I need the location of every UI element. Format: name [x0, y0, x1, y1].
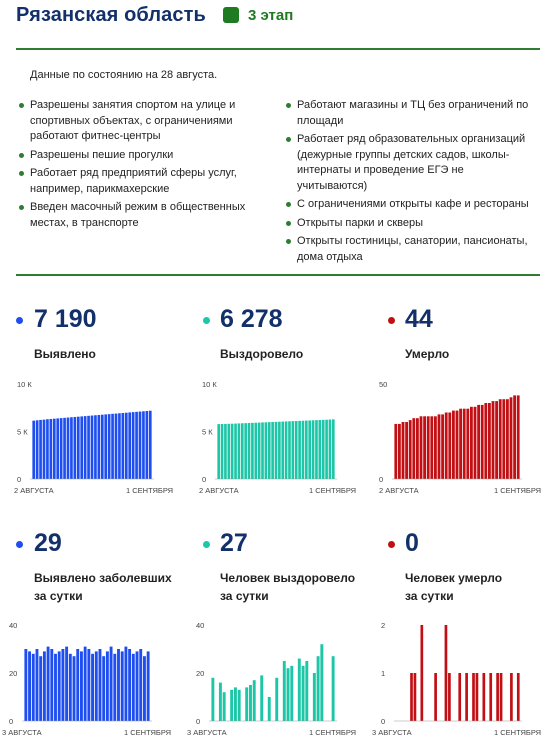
chart-bar — [139, 412, 142, 479]
chart-bar — [219, 683, 222, 721]
chart-bar — [275, 678, 278, 721]
chart-bar — [149, 411, 152, 479]
cases-daily-label-line1: Выявлено заболевших — [34, 571, 172, 585]
chart-bar — [317, 656, 320, 721]
chart-bar — [248, 423, 251, 479]
restrictions-left-list — [18, 98, 258, 234]
deaths-daily-label — [405, 569, 502, 605]
region-title: Рязанская область — [16, 3, 206, 26]
recovered-total-value: 6 278 — [220, 305, 283, 333]
chart-bar — [465, 673, 468, 721]
cases-daily-chart — [0, 615, 185, 739]
y-tick-label: 0 — [202, 475, 207, 484]
chart-bar — [510, 673, 513, 721]
chart-bar — [58, 651, 61, 721]
chart-bar — [298, 421, 301, 479]
chart-bar — [249, 685, 252, 721]
chart-bar — [258, 423, 261, 479]
chart-bar — [275, 422, 278, 479]
chart-bar — [36, 420, 39, 479]
chart-bar — [298, 659, 301, 721]
chart-bar — [445, 413, 448, 480]
recovered-daily-value: 27 — [220, 529, 248, 557]
chart-bar — [28, 651, 31, 721]
chart-bar — [56, 418, 59, 479]
chart-bar — [463, 409, 466, 479]
x-start-label: 2 АВГУСТА — [379, 486, 419, 495]
x-start-label: 2 АВГУСТА — [199, 486, 239, 495]
chart-bar — [63, 418, 66, 479]
chart-bar — [234, 424, 237, 479]
chart-bar — [69, 654, 72, 721]
chart-bar — [448, 673, 451, 721]
recovered-dot-icon — [203, 317, 210, 324]
chart-bar — [500, 673, 503, 721]
chart-bar — [36, 649, 39, 721]
chart-bar — [245, 687, 248, 721]
chart-bar — [332, 419, 335, 479]
x-start-label: 3 АВГУСТА — [2, 728, 42, 737]
chart-bar — [128, 412, 131, 479]
y-tick-label: 0 — [379, 475, 384, 484]
region-header — [16, 0, 293, 30]
chart-bar — [95, 651, 98, 721]
chart-bar — [76, 649, 79, 721]
chart-bar — [43, 651, 46, 721]
deaths-total-chart — [370, 375, 555, 500]
x-start-label: 2 АВГУСТА — [14, 486, 54, 495]
chart-bar — [32, 654, 35, 721]
chart-bar — [495, 401, 498, 479]
divider-middle — [16, 274, 540, 276]
chart-bar — [484, 403, 487, 479]
chart-bar — [110, 647, 113, 721]
chart-bar — [227, 424, 230, 479]
chart-bar — [54, 654, 57, 721]
chart-bar — [434, 673, 437, 721]
chart-bar — [268, 697, 271, 721]
chart-bar — [61, 649, 64, 721]
chart-bar — [238, 423, 241, 479]
cases-daily-label — [34, 569, 172, 605]
chart-bar — [128, 649, 131, 721]
chart-bar — [420, 416, 423, 479]
chart-bar — [476, 673, 479, 721]
chart-bar — [87, 416, 90, 479]
chart-bar — [24, 649, 27, 721]
chart-bar — [459, 409, 462, 479]
x-end-label: 1 СЕНТЯБРЯ — [494, 486, 542, 495]
y-tick-label: 2 — [381, 621, 386, 630]
chart-bar — [99, 649, 102, 721]
chart-bar — [445, 625, 448, 721]
y-tick-label: 1 — [381, 669, 386, 678]
chart-bar — [118, 413, 121, 479]
chart-bar — [402, 422, 405, 479]
chart-bar — [466, 409, 469, 479]
chart-bar — [410, 673, 413, 721]
x-end-label: 1 СЕНТЯБРЯ — [124, 728, 172, 737]
chart-bar — [452, 411, 455, 479]
chart-bar — [251, 423, 254, 479]
chart-bar — [288, 421, 291, 479]
stage-label: 3 этап — [247, 6, 294, 24]
chart-bar — [496, 673, 499, 721]
chart-bar — [50, 419, 53, 479]
cases-total-chart — [0, 375, 185, 500]
list-item: Разрешены пешие прогулки — [18, 148, 258, 164]
chart-bar — [414, 673, 417, 721]
chart-bar — [113, 654, 116, 721]
chart-bar — [46, 419, 49, 479]
list-item: Разрешены занятия спортом на улице и спортивных объектах, с ограничениями работают фитнес-центры — [18, 98, 258, 145]
chart-bar — [94, 415, 97, 479]
cases-daily-dot-icon — [16, 541, 23, 548]
cases-dot-icon — [16, 317, 23, 324]
chart-bar — [231, 424, 234, 479]
chart-bar — [470, 407, 473, 479]
chart-bar — [430, 416, 433, 479]
chart-bar — [332, 656, 335, 721]
chart-bar — [398, 424, 401, 479]
chart-bar — [481, 405, 484, 479]
chart-bar — [517, 673, 520, 721]
chart-bar — [302, 421, 305, 479]
chart-bar — [73, 656, 76, 721]
divider-top — [16, 48, 540, 50]
recovered-total-label: Выздоровело — [220, 347, 304, 361]
chart-bar — [489, 673, 492, 721]
chart-bar — [405, 422, 408, 479]
x-end-label: 1 СЕНТЯБРЯ — [494, 728, 542, 737]
chart-bar — [302, 666, 305, 721]
y-tick-label: 40 — [9, 621, 18, 630]
chart-bar — [325, 420, 328, 479]
chart-bar — [135, 412, 138, 479]
chart-bar — [50, 649, 53, 721]
recovered-daily-dot-icon — [203, 541, 210, 548]
chart-bar — [106, 651, 109, 721]
chart-bar — [98, 415, 101, 479]
chart-bar — [230, 690, 233, 721]
cases-total-value: 7 190 — [34, 305, 97, 333]
x-start-label: 3 АВГУСТА — [187, 728, 227, 737]
chart-bar — [499, 399, 502, 479]
chart-bar — [261, 422, 264, 479]
list-item: Открыты парки и скверы — [285, 216, 535, 232]
chart-bar — [101, 415, 104, 479]
x-end-label: 1 СЕНТЯБРЯ — [309, 728, 357, 737]
recovered-daily-chart — [185, 615, 370, 739]
chart-bar — [394, 424, 397, 479]
chart-bar — [84, 647, 87, 721]
chart-bar — [121, 651, 124, 721]
chart-bar — [115, 414, 118, 479]
chart-bar — [132, 654, 135, 721]
chart-bar — [238, 690, 241, 721]
chart-bar — [458, 673, 461, 721]
deaths-daily-value: 0 — [405, 529, 419, 557]
chart-bar — [492, 401, 495, 479]
chart-bar — [319, 420, 322, 479]
chart-bar — [102, 656, 105, 721]
chart-bar — [139, 649, 142, 721]
chart-bar — [456, 411, 459, 479]
y-tick-label: 0 — [381, 717, 386, 726]
chart-bar — [506, 399, 509, 479]
x-end-label: 1 СЕНТЯБРЯ — [126, 486, 174, 495]
chart-bar — [122, 413, 125, 479]
chart-bar — [53, 419, 56, 479]
chart-bar — [254, 423, 257, 479]
chart-bar — [427, 416, 430, 479]
chart-bar — [329, 420, 332, 479]
chart-bar — [117, 649, 120, 721]
chart-bar — [271, 422, 274, 479]
chart-bar — [217, 424, 220, 479]
list-item: Открыты гостиницы, санатории, пансионаты, дома отдыха — [285, 234, 535, 265]
chart-bar — [253, 680, 256, 721]
y-tick-label: 50 — [379, 380, 388, 389]
chart-bar — [448, 413, 451, 480]
chart-bar — [67, 418, 70, 479]
cases-daily-value: 29 — [34, 529, 62, 557]
y-tick-label: 0 — [9, 717, 14, 726]
list-item: С ограничениями открыты кафе и рестораны — [285, 197, 535, 213]
cases-total-label: Выявлено — [34, 347, 96, 361]
chart-bar — [77, 417, 80, 479]
chart-bar — [132, 412, 135, 479]
chart-bar — [260, 675, 263, 721]
chart-bar — [315, 420, 318, 479]
chart-bar — [244, 423, 247, 479]
chart-bar — [472, 673, 475, 721]
chart-bar — [146, 411, 149, 479]
y-tick-label: 40 — [196, 621, 205, 630]
list-item: Работает ряд образовательных организаций (дежурные группы детских садов, школы-интернаты и проведение ЕГЭ не учитываются) — [285, 132, 535, 194]
chart-bar — [268, 422, 271, 479]
chart-bar — [223, 692, 226, 721]
chart-bar — [438, 414, 441, 479]
chart-bar — [312, 420, 315, 479]
chart-bar — [74, 417, 77, 479]
chart-bar — [308, 420, 311, 479]
cases-daily-label-line2: за сутки — [34, 589, 83, 603]
y-tick-label: 20 — [196, 669, 205, 678]
x-end-label: 1 СЕНТЯБРЯ — [309, 486, 357, 495]
list-item: Работают магазины и ТЦ без ограничений по площади — [285, 98, 535, 129]
chart-bar — [87, 649, 90, 721]
chart-bar — [91, 416, 94, 479]
x-start-label: 3 АВГУСТА — [372, 728, 412, 737]
chart-bar — [285, 421, 288, 479]
chart-bar — [136, 651, 139, 721]
chart-bar — [221, 424, 224, 479]
chart-bar — [420, 625, 423, 721]
chart-bar — [305, 421, 308, 479]
chart-bar — [474, 407, 477, 479]
chart-bar — [211, 678, 214, 721]
chart-bar — [111, 414, 114, 479]
chart-bar — [409, 420, 412, 479]
chart-bar — [416, 418, 419, 479]
stage-indicator-icon — [223, 7, 239, 23]
y-tick-label: 10 К — [202, 380, 217, 389]
chart-bar — [108, 414, 111, 479]
chart-bar — [91, 654, 94, 721]
data-date-note: Данные по состоянию на 28 августа. — [30, 69, 218, 81]
list-item: Работает ряд предприятий сферы услуг, например, парикмахерские — [18, 166, 258, 197]
chart-bar — [510, 397, 513, 479]
chart-bar — [70, 417, 73, 479]
deaths-daily-label-line1: Человек умерло — [405, 571, 503, 585]
chart-bar — [305, 661, 308, 721]
chart-bar — [142, 411, 145, 479]
chart-bar — [281, 422, 284, 479]
chart-bar — [278, 422, 281, 479]
chart-bar — [65, 647, 68, 721]
y-tick-label: 10 К — [17, 380, 32, 389]
chart-bar — [241, 423, 244, 479]
chart-bar — [143, 656, 146, 721]
deaths-daily-chart — [370, 615, 555, 739]
recovered-total-chart — [185, 375, 370, 500]
list-item: Введен масочный режим в общественных местах, в транспорте — [18, 200, 258, 231]
deaths-daily-dot-icon — [388, 541, 395, 548]
chart-bar — [80, 651, 83, 721]
chart-bar — [322, 420, 325, 479]
chart-bar — [265, 422, 268, 479]
chart-bar — [39, 420, 42, 479]
y-tick-label: 5 К — [202, 427, 213, 437]
deaths-daily-label-line2: за сутки — [405, 589, 454, 603]
deaths-total-value: 44 — [405, 305, 433, 333]
deaths-total-label: Умерло — [405, 347, 450, 361]
chart-bar — [290, 666, 293, 721]
chart-bar — [488, 403, 491, 479]
chart-bar — [43, 420, 46, 479]
chart-bar — [283, 661, 286, 721]
chart-bar — [47, 647, 50, 721]
recovered-daily-label-line1: Человек выздоровело — [220, 571, 356, 585]
chart-bar — [124, 647, 127, 721]
y-tick-label: 20 — [9, 669, 18, 678]
deaths-dot-icon — [388, 317, 395, 324]
y-tick-label: 5 К — [17, 427, 28, 437]
chart-bar — [482, 673, 485, 721]
chart-bar — [441, 414, 444, 479]
chart-bar — [287, 668, 290, 721]
chart-bar — [60, 418, 63, 479]
restrictions-right-list — [285, 98, 535, 268]
chart-bar — [32, 421, 35, 479]
chart-bar — [84, 416, 87, 479]
chart-bar — [224, 424, 227, 479]
chart-bar — [517, 395, 520, 479]
chart-bar — [477, 405, 480, 479]
chart-bar — [292, 421, 295, 479]
chart-bar — [80, 416, 83, 479]
chart-bar — [147, 651, 150, 721]
chart-bar — [295, 421, 298, 479]
y-tick-label: 0 — [17, 475, 22, 484]
chart-bar — [320, 644, 323, 721]
chart-bar — [412, 418, 415, 479]
chart-bar — [125, 413, 128, 479]
chart-bar — [39, 656, 42, 721]
chart-bar — [513, 395, 516, 479]
recovered-daily-label — [220, 569, 355, 605]
chart-bar — [234, 687, 237, 721]
chart-bar — [104, 414, 107, 479]
chart-bar — [502, 399, 505, 479]
recovered-daily-label-line2: за сутки — [220, 589, 269, 603]
y-tick-label: 0 — [196, 717, 201, 726]
chart-bar — [434, 416, 437, 479]
chart-bar — [313, 673, 316, 721]
chart-bar — [423, 416, 426, 479]
